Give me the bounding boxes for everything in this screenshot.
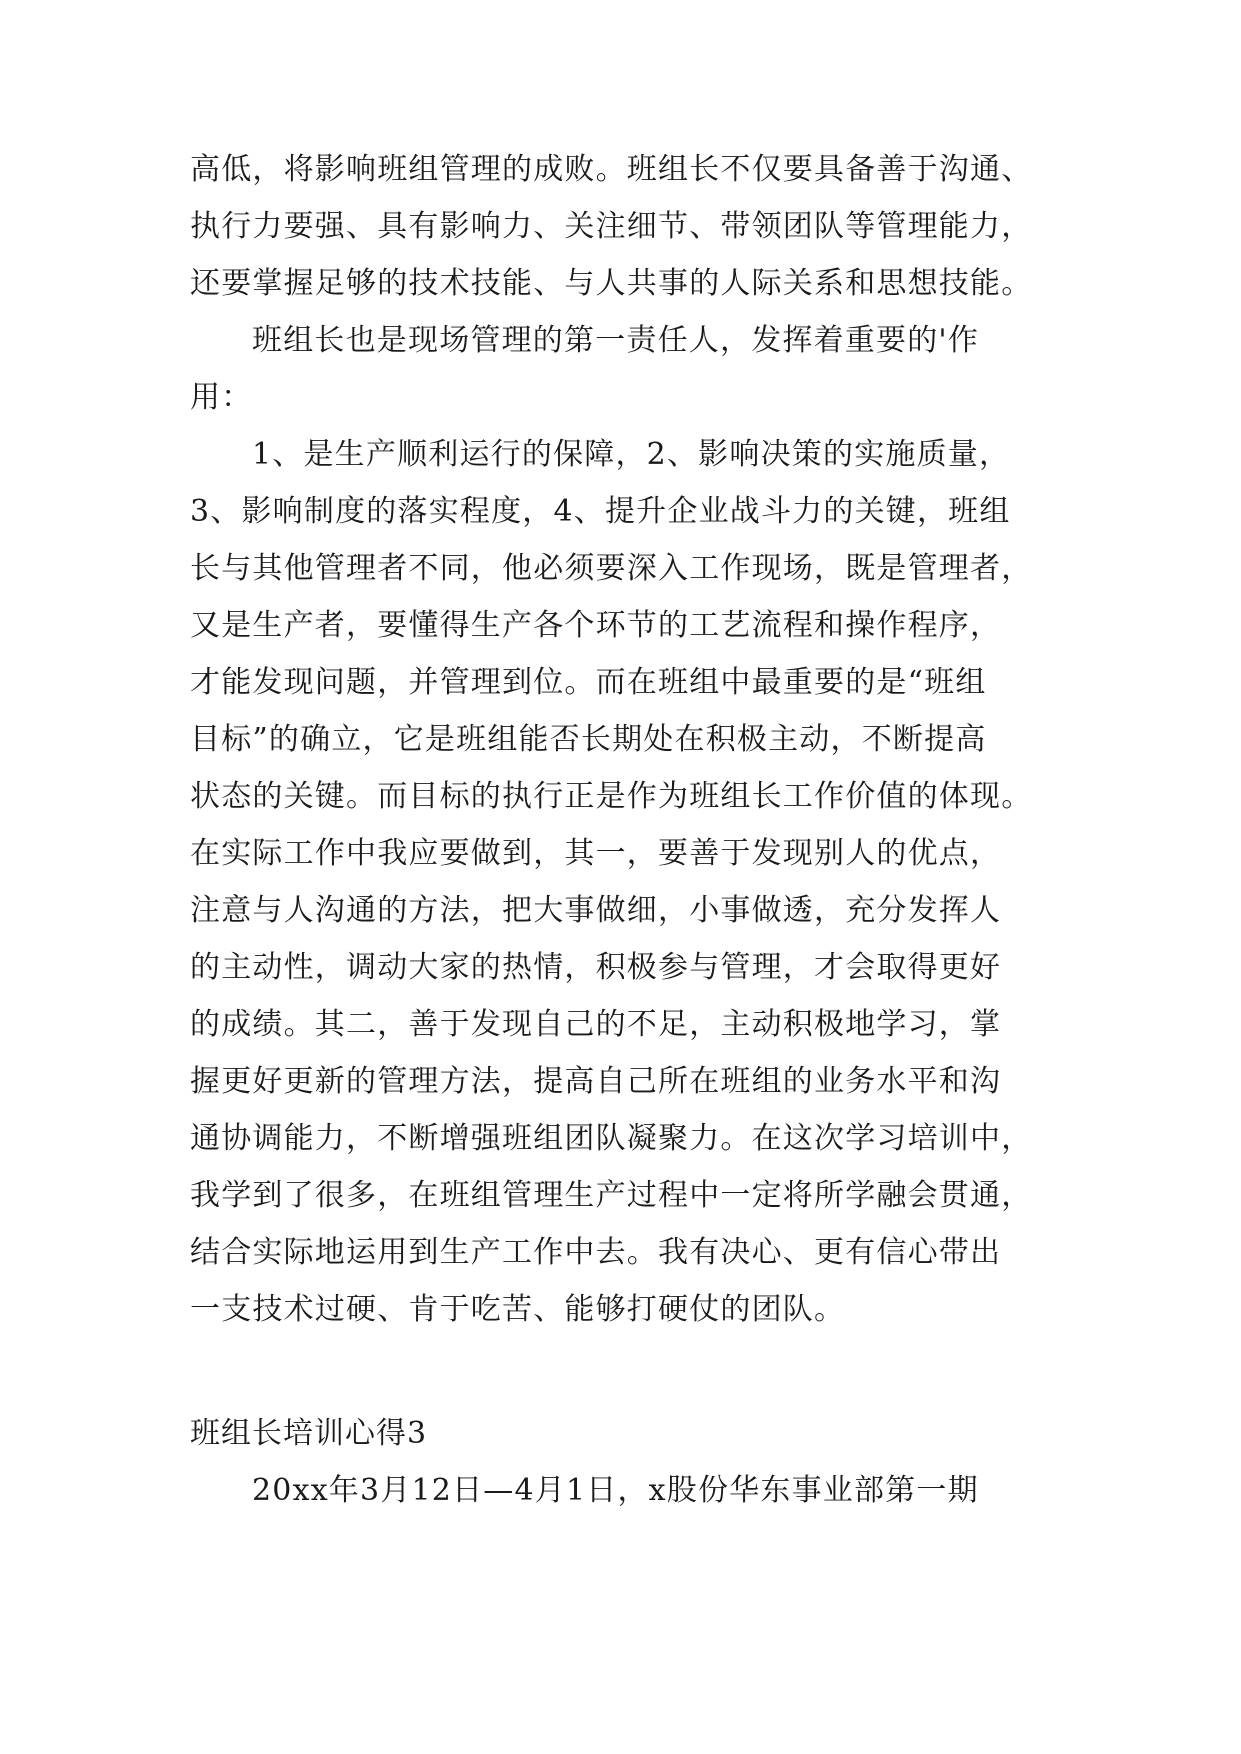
text-line: 一支技术过硬、肯于吃苦、能够打硬仗的团队。 <box>190 1292 846 1327</box>
text-line: 1、是生产顺利运行的保障，2、影响决策的实施质量， <box>252 437 1011 472</box>
text-line: 的主动性，调动大家的热情，积极参与管理，才会取得更好 <box>190 950 1002 985</box>
text-line: 长与其他管理者不同，他必须要深入工作现场，既是管理者， <box>190 551 1033 586</box>
text-line: 的成绩。其二，善于发现自己的不足，主动积极地学习，掌 <box>190 1007 1002 1042</box>
text-line: 我学到了很多，在班组管理生产过程中一定将所学融会贯通， <box>190 1178 1033 1213</box>
text-line: 注意与人沟通的方法，把大事做细，小事做透，充分发挥人 <box>190 893 1002 928</box>
text-line: 目标”的确立，它是班组能否长期处在积极主动，不断提高 <box>190 722 987 757</box>
text-line: 20xx年3月12日—4月1日，x股份华东事业部第一期 <box>252 1473 979 1508</box>
section-heading: 班组长培训心得3 <box>190 1416 428 1451</box>
text-line: 才能发现问题，并管理到位。而在班组中最重要的是“班组 <box>190 665 987 700</box>
text-line: 握更好更新的管理方法，提高自己所在班组的业务水平和沟 <box>190 1064 1002 1099</box>
text-line: 在实际工作中我应要做到，其一，要善于发现别人的优点， <box>190 836 1002 871</box>
text-line: 还要掌握足够的技术技能、与人共事的人际关系和思想技能。 <box>190 266 1033 301</box>
text-line: 高低，将影响班组管理的成败。班组长不仅要具备善于沟通、 <box>190 152 1033 187</box>
text-line: 状态的关键。而目标的执行正是作为班组长工作价值的体现。 <box>190 779 1033 814</box>
text-line: 班组长也是现场管理的第一责任人，发挥着重要的'作 <box>252 323 980 358</box>
text-line: 又是生产者，要懂得生产各个环节的工艺流程和操作程序， <box>190 608 1002 643</box>
text-line: 结合实际地运用到生产工作中去。我有决心、更有信心带出 <box>190 1235 1002 1270</box>
text-line: 通协调能力，不断增强班组团队凝聚力。在这次学习培训中， <box>190 1121 1033 1156</box>
text-line: 用： <box>190 380 253 415</box>
text-line: 执行力要强、具有影响力、关注细节、带领团队等管理能力， <box>190 209 1033 244</box>
text-line: 3、影响制度的落实程度，4、提升企业战斗力的关键，班组 <box>190 494 1011 529</box>
